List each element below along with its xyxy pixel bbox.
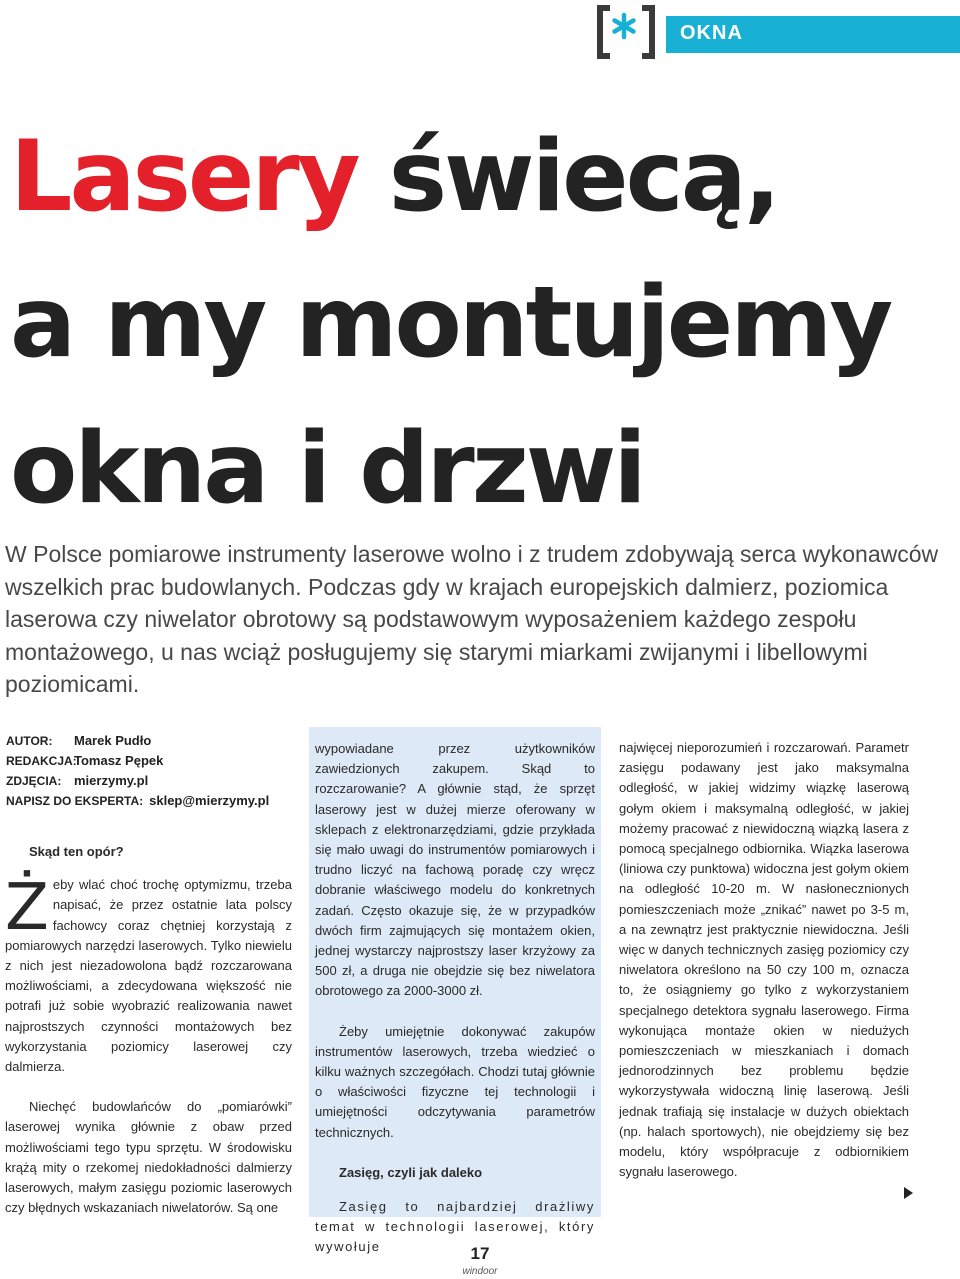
credit-contact: NAPISZ DO EKSPERTA: sklep@mierzymy.pl: [6, 793, 270, 808]
title-line-3: okna i drzwi: [10, 412, 644, 526]
title-line-2: a my montujemy: [10, 266, 891, 380]
title-line-1: [10, 104, 890, 250]
column-1: [5, 842, 292, 1238]
credit-photos: ZDJĘCIA: mierzymy.pl: [6, 773, 149, 788]
magazine-logo-icon: [596, 4, 660, 60]
subheading-range: Zasięg, czyli jak daleko: [339, 1164, 483, 1180]
column-3: [619, 738, 909, 1202]
paragraph: najwięcej nieporozumień i rozczarowań. Parametr zasięgu podawany jest jako maksymalna odległość, w jakiej widzimy wiązkę laserową gołym okiem i maksymalną odległość, w jakiej możemy pracować z niewidoczną wiązką lasera z pomocą specjalnego odbiornika. Wiązka laserowa (liniowa czy punktowa) widoczna jest gołym okiem na odległość 10-20 m. W nasłonecznionych pomieszczeniach może „znikać” nawet po 3-5 m, a na zewnątrz jest praktycznie niewidoczna. Jeśli więc w danych technicznych zasięg poziomicy czy niwelatora określono na 50 czy 100 m, oznacza to, że osiągniemy go tylko z wykorzystaniem specjalnego detektora sygnału laserowego. Firma wykonująca montaże okien w niedużych pomieszczeniach w mieszkaniach i domach jednorodzinnych bez problemu będzie wykorzystywała widoczną linię laserową. Jeśli jednak trafiają się instalacje w dużych obiektach (np. halach sportowych), nie obejdziemy się bez modelu, który współpracuje z odbiornikiem sygnału laserowego.: [619, 740, 909, 1180]
paragraph: Żeby wlać choć trochę optymizmu, trzeba napisać, że przez ostatnie lata polscy fachowcy coraz chętniej korzystają z pomiarowych narzędzi laserowych. Tylko niewielu z nich jest niezadowolona bądź rozczarowana możliwościami, a zdecydowana większość nie potrafi już sobie wyobrazić realizowania nawet najprostszych czynności montażowych bez wykorzystania poziomicy laserowej czy dalmierza.: [5, 871, 292, 1075]
title-line-1-rest: świecą,: [388, 120, 779, 234]
paragraph: wypowiadane przez użytkowników zawiedzionych zakupem. Skąd to rozczarowanie? A głównie stąd, że sprzęt laserowy jest w dużej mierze oferowany w sklepach z elektronarzędziami, gdzie przykłada się mało uwagi do instrumentów pomiarowych i trudno liczyć na fachową poradę czy wręcz dobranie właściwego modelu do konkretnych zadań. Często okazuje się, że w przypadków dwóch firm zajmujących się montażem okien, jednej wystarczy najprostszy laser krzyżowy za 500 zł, a druga nie obejdzie się bez niwelatora obrotowego za 2000-3000 zł.: [315, 741, 595, 999]
lead-paragraph: W Polsce pomiarowe instrumenty laserowe wolno i z trudem zdobywają serca wykonawców wszelkich prac budowlanych. Podczas gdy w krajach europejskich dalmierz, poziomica laserowa czy niwelator obrotowy są podstawowym wyposażeniem każdego zespołu montażowego, u nas wciąż posługujemy się starymi miarkami zwijanymi i libellowymi poziomicami.: [5, 541, 939, 697]
drop-cap: Ż: [5, 871, 49, 946]
credits-block: [6, 731, 269, 811]
paragraph: Zasięg to najbardziej drażliwy temat w technologii laserowej, który wywołuje: [315, 1199, 595, 1255]
contact-email-link[interactable]: sklep@mierzymy.pl: [149, 793, 270, 808]
subheading-why: Skąd ten opór?: [29, 844, 124, 859]
magazine-name: windoor: [462, 1266, 498, 1277]
article-title: [10, 104, 890, 542]
section-label: OKNA: [666, 16, 960, 53]
triangle-right-icon: [904, 1187, 913, 1199]
paragraph: Niechęć budowlańców do „pomiarówki” laserowej wynika głównie z obaw przed możliwościami tego typu sprzętu. W środowisku krążą mity o rzekomej niedokładności dalmierzy laserowych, małym zasięgu poziomic laserowych czy błędnych wskazaniach niwelatorów. Są one: [5, 1099, 292, 1216]
page-number: 17: [470, 1244, 490, 1263]
title-red-word: Lasery: [10, 120, 358, 234]
credit-editor: REDAKCJA:Tomasz Pępek: [6, 753, 164, 768]
credit-author: AUTOR: Marek Pudło: [6, 733, 152, 748]
paragraph: Żeby umiejętnie dokonywać zakupów instrumentów laserowych, trzeba wiedzieć o kilku ważnych szczegółach. Chodzi tutaj głównie o właściwości fizyczne tej technologii i umiejętności odczytywania parametrów technicznych.: [315, 1023, 595, 1140]
